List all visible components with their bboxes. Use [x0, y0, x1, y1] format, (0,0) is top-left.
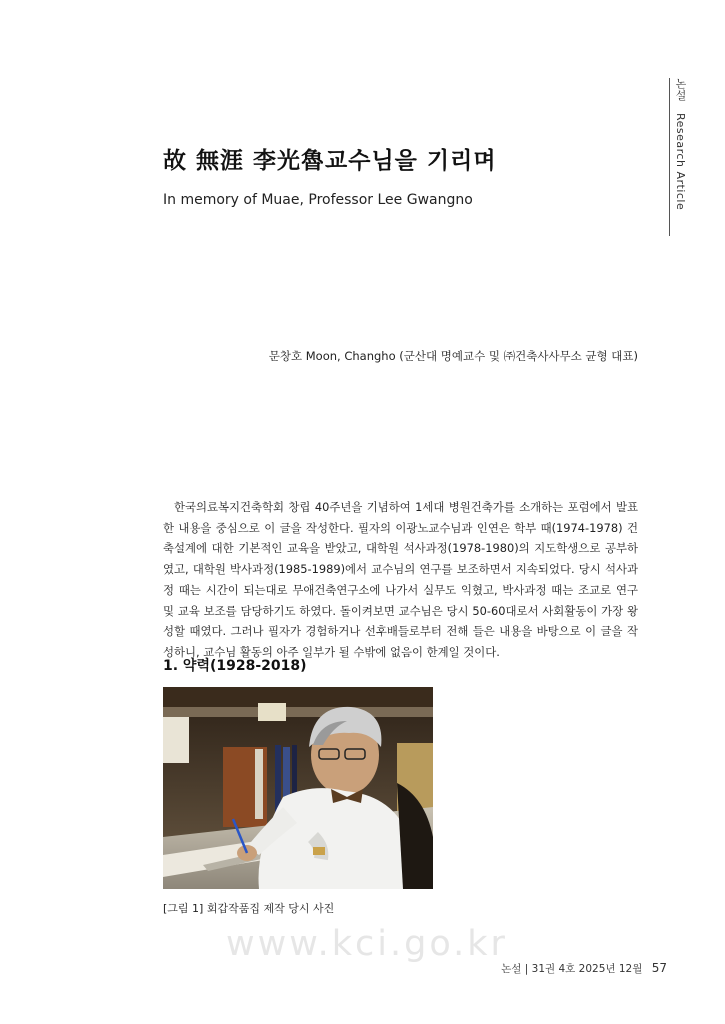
author-line: 문창호 Moon, Changho (군산대 명예교수 및 ㈜건축사사무소 균형 대표): [268, 349, 638, 363]
side-rule: [669, 78, 670, 236]
article-title: 故 無涯 李光魯교수님을 기리며: [163, 148, 497, 174]
article-subtitle: In memory of Muae, Professor Lee Gwangno: [163, 192, 473, 208]
figure-caption: [그림 1] 회갑작품집 제작 당시 사진: [163, 902, 335, 915]
section-heading: 1. 약력(1928-2018): [163, 658, 307, 674]
watermark: www.kci.go.kr: [226, 924, 508, 964]
intro-paragraph: 한국의료복지건축학회 창립 40주년을 기념하여 1세대 병원건축가를 소개하는 포럼에서 발표한 내용을 중심으로 이 글을 작성한다. 필자의 이광노교수님과 인연은 학부 때(1974-1978) 건축설계에 대한 기본적인 교육을 받았고, 대학원 석사과정(1978-1980)의 지도학생으로 공부하였고, 대학원 박사과정(1985-1989)에서 교수님의 연구를 보조하면서 지속되었다. 당시 석사과정 때는 시간이 되는대로 무애건축연구소에 나가서 실무도 익혔고, 박사과정 때는 조교로 연구 및 교육 보조를 담당하기도 하였다. 돌이켜보면 교수님은 당시 50-60대로서 사회활동이 가장 왕성할 때였다. 그러나 필자가 경험하거나 선후배들로부터 전해 들은 내용을 바탕으로 이 글을 작성하니, 교수님 활동의 아주 일부가 될 수밖에 없음이 한계일 것이다.: [163, 500, 638, 659]
page-footer: [501, 961, 667, 976]
portrait-photo-illustration: [163, 687, 433, 889]
page-number: 57: [651, 961, 667, 975]
issue-info: 논설 | 31권 4호 2025년 12월: [501, 963, 643, 975]
article-type-tag: [672, 78, 688, 210]
article-type-english: Research Article: [674, 113, 687, 211]
article-type-korean: 논설: [674, 78, 687, 101]
portrait-photo: [163, 687, 433, 889]
